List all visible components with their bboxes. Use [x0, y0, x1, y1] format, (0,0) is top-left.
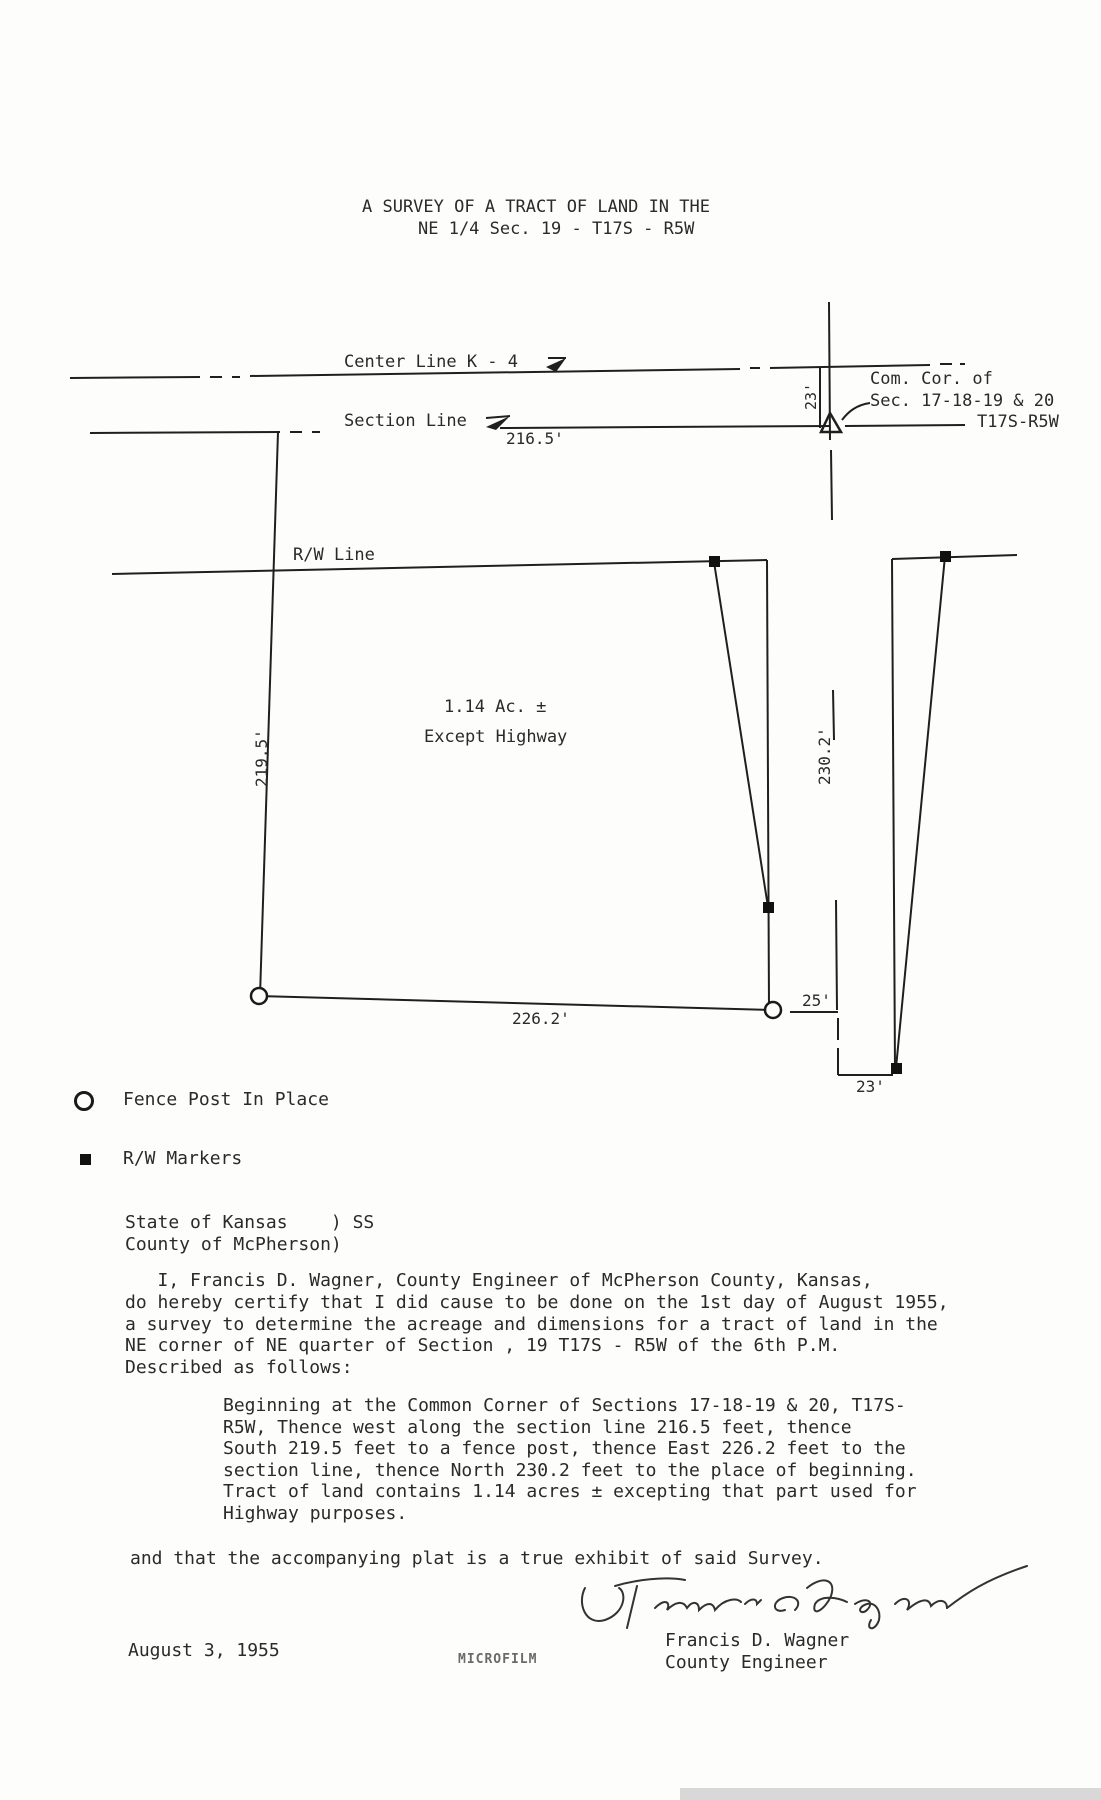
east-section-line: [829, 302, 830, 440]
signer-title: County Engineer: [665, 1652, 828, 1673]
north-dimension: 216.5': [506, 429, 564, 448]
corner-offset-dimension: 23': [802, 382, 820, 410]
microfilm-stamp: MICROFILM: [458, 1652, 538, 1667]
highway-right-dimension: 23': [856, 1077, 885, 1096]
rw-line: [112, 560, 767, 574]
legal-description-line: South 219.5 feet to a fence post, thence East 226.2 feet to the: [223, 1438, 906, 1459]
center-line-label: Center Line K - 4: [344, 352, 518, 372]
legal-description-line: Highway purposes.: [223, 1503, 408, 1524]
fence-post-legend-icon: [74, 1091, 94, 1111]
center-line-arrow: [546, 358, 566, 372]
rw-marker-legend-icon: [80, 1154, 91, 1165]
section-line: [90, 432, 280, 433]
legend-rw-markers: R/W Markers: [123, 1148, 243, 1169]
west-dimension: 219.5': [252, 729, 271, 787]
title-line-2: NE 1/4 Sec. 19 - T17S - R5W: [418, 219, 695, 239]
fence-post-southwest: [251, 988, 267, 1004]
center-line-k4: [70, 377, 200, 378]
rw-marker: [940, 551, 951, 562]
venue-line-1: State of Kansas ) SS: [125, 1212, 375, 1233]
area-sub-label: Except Highway: [424, 727, 568, 747]
legal-description-line: R5W, Thence west along the section line 216.5 feet, thence: [223, 1417, 852, 1438]
scan-edge-shadow: [680, 1788, 1101, 1800]
rw-line-label: R/W Line: [293, 545, 375, 565]
certificate-line: do hereby certify that I did cause to be done on the 1st day of August 1955,: [125, 1292, 949, 1313]
certificate-line: a survey to determine the acreage and dimensions for a tract of land in the: [125, 1314, 938, 1335]
common-corner-triangle: [821, 413, 841, 432]
rw-marker: [763, 902, 774, 913]
rw-marker: [891, 1063, 902, 1074]
certificate-line: I, Francis D. Wagner, County Engineer of McPherson County, Kansas,: [125, 1270, 873, 1291]
venue-line-2: County of McPherson): [125, 1234, 342, 1255]
east-dimension: 230.2': [815, 727, 834, 785]
handwritten-signature: [575, 1558, 1045, 1638]
fence-post-southeast: [765, 1002, 781, 1018]
rw-marker: [709, 556, 720, 567]
section-line-label: Section Line: [344, 411, 467, 431]
legal-description-line: Tract of land contains 1.14 acres ± excepting that part used for: [223, 1481, 917, 1502]
area-label: 1.14 Ac. ±: [444, 697, 547, 717]
corner-label-1: Com. Cor. of: [870, 369, 993, 389]
south-boundary: [258, 996, 770, 1010]
certificate-line: Described as follows:: [125, 1357, 353, 1378]
legal-description-line: section line, thence North 230.2 feet to the place of beginning.: [223, 1460, 917, 1481]
corner-label-3: T17S-R5W: [977, 412, 1059, 432]
certificate-line: NE corner of NE quarter of Section , 19 T17S - R5W of the 6th P.M.: [125, 1335, 841, 1356]
south-dimension: 226.2': [512, 1009, 570, 1028]
signer-name: Francis D. Wagner: [665, 1630, 850, 1651]
corner-label-2: Sec. 17-18-19 & 20: [870, 391, 1055, 411]
certificate-closing: and that the accompanying plat is a true exhibit of said Survey.: [130, 1548, 824, 1569]
title-line-1: A SURVEY OF A TRACT OF LAND IN THE: [362, 197, 710, 217]
legal-description-line: Beginning at the Common Corner of Sections 17-18-19 & 20, T17S-: [223, 1395, 906, 1416]
highway-gap-dimension: 25': [802, 991, 831, 1010]
legend-fence-post: Fence Post In Place: [123, 1089, 329, 1110]
document-date: August 3, 1955: [128, 1640, 280, 1661]
west-boundary: [260, 432, 278, 996]
